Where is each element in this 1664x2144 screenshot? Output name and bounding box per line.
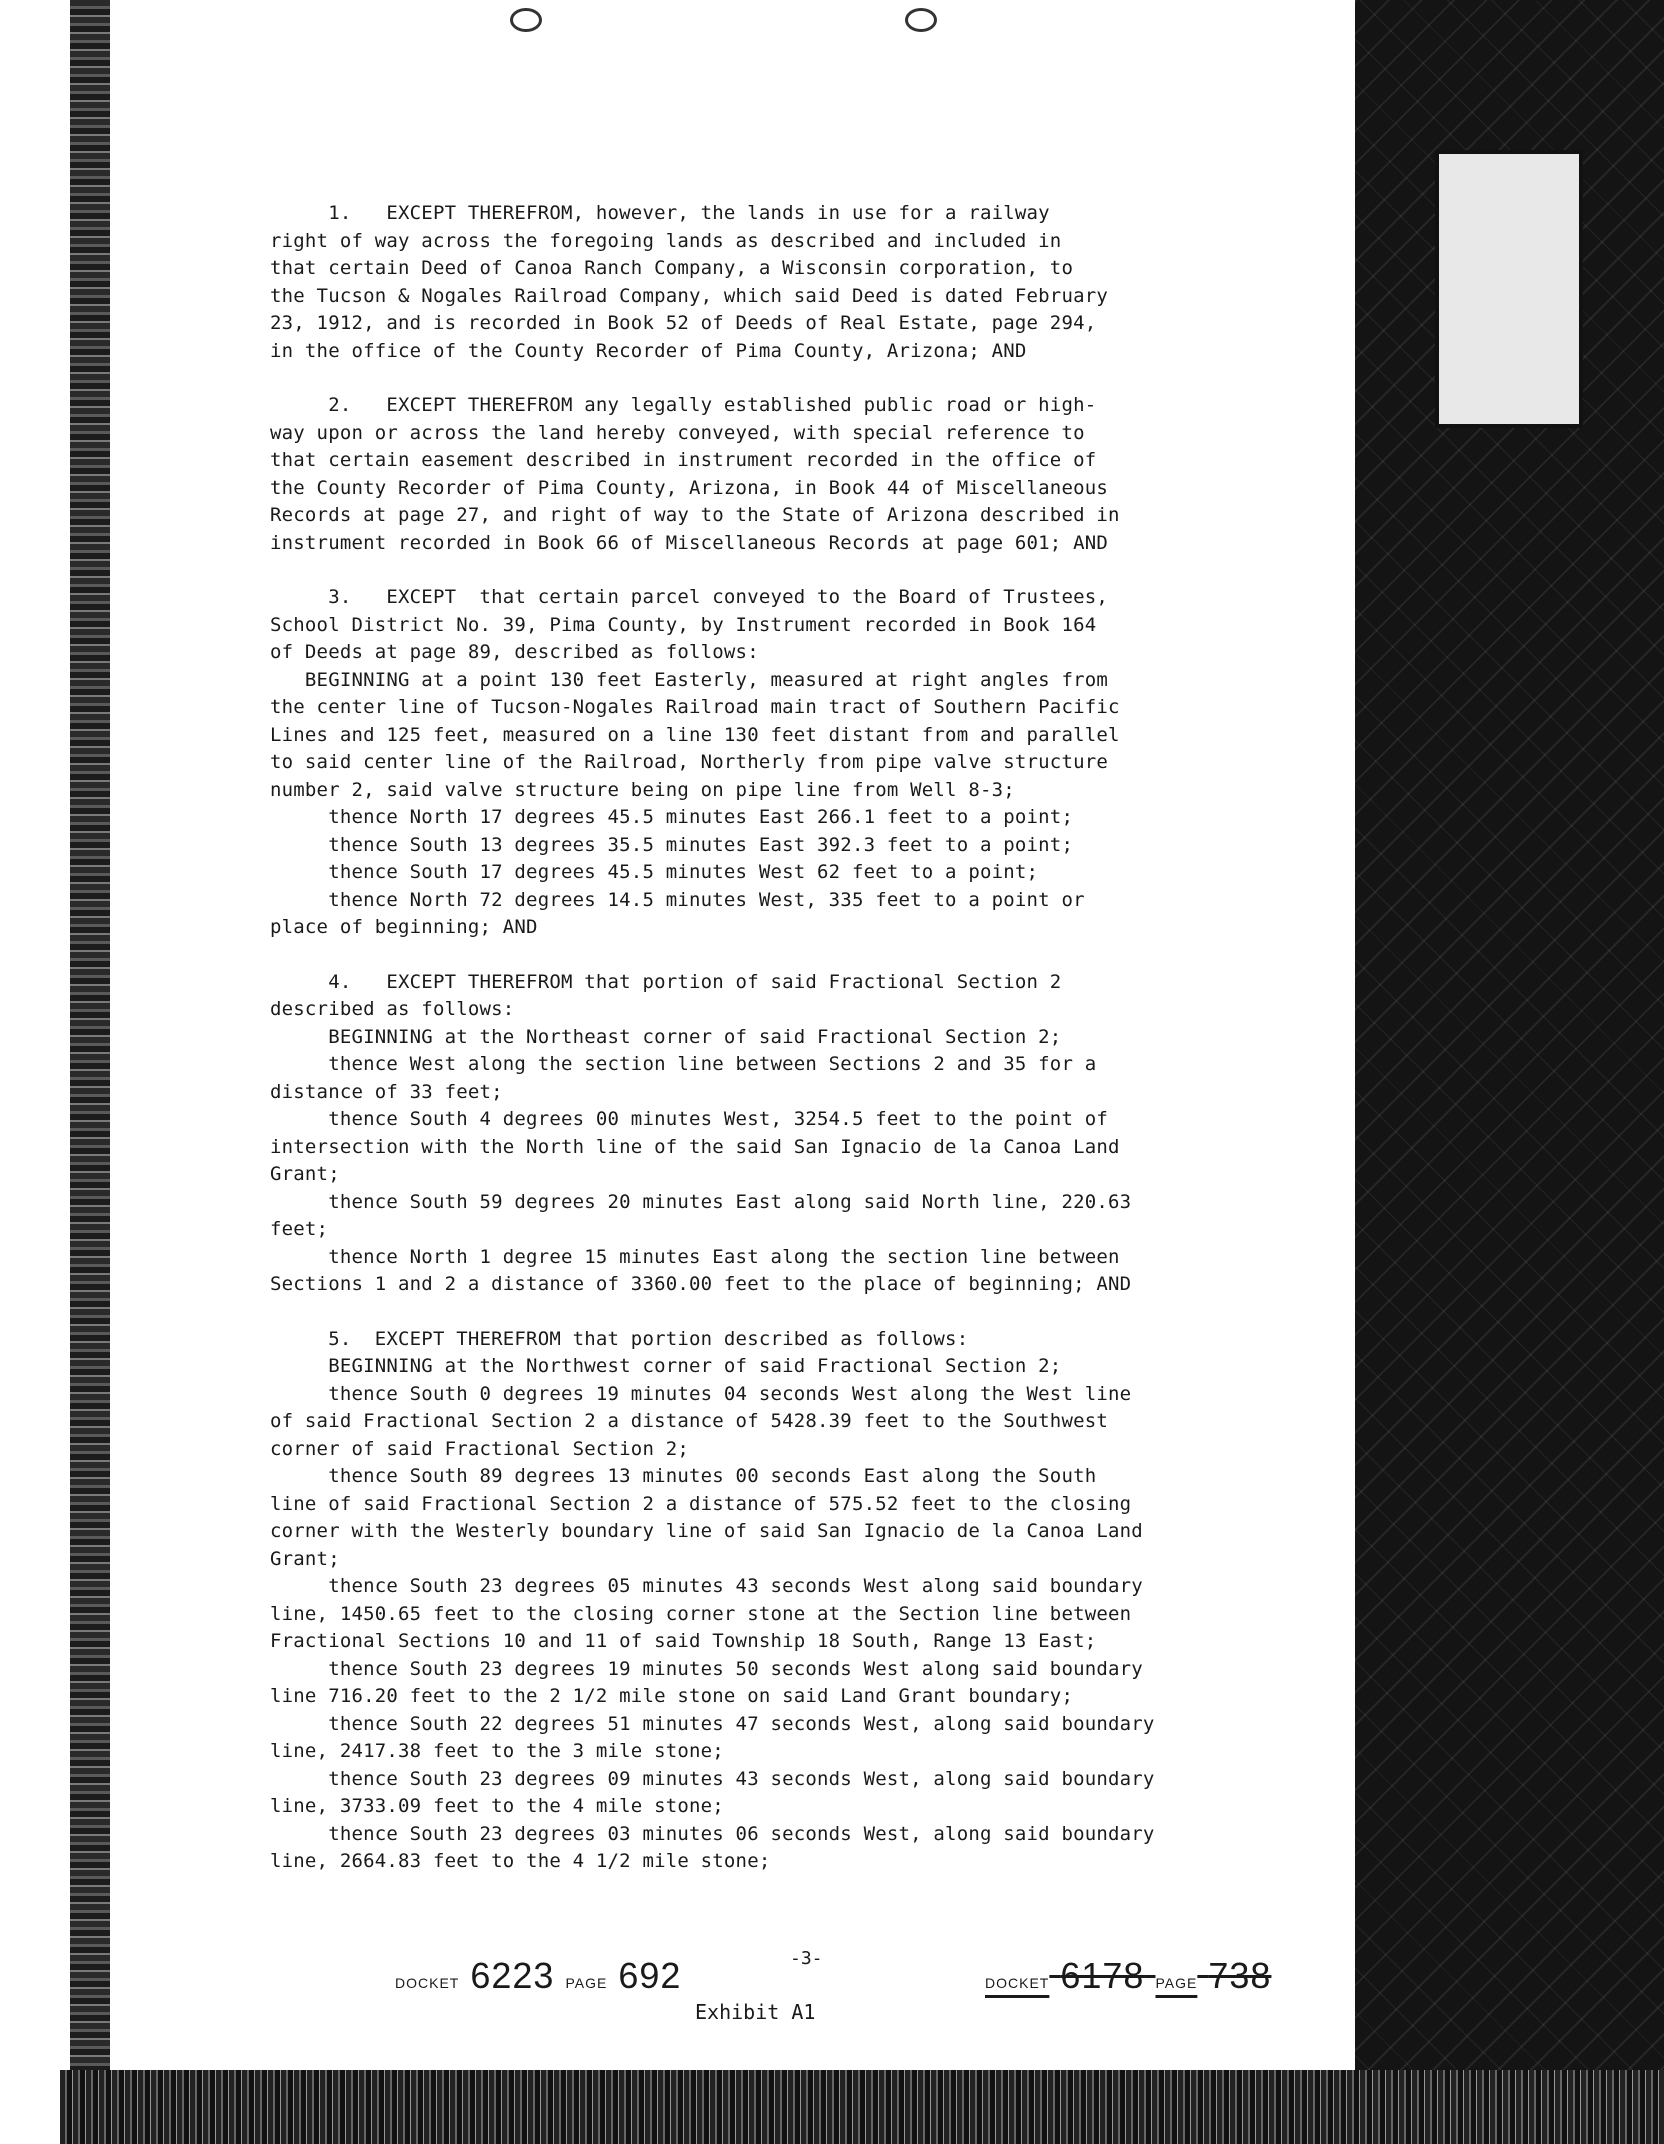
document-body: [270, 200, 1360, 1903]
text-line: thence South 0 degrees 19 minutes 04 seconds West along the West line: [270, 1382, 1132, 1405]
text-line: thence South 23 degrees 19 minutes 50 seconds West along said boundary: [270, 1657, 1143, 1680]
text-line: right of way across the foregoing lands as described and included in: [270, 229, 1062, 252]
text-line: line of said Fractional Section 2 a distance of 575.52 feet to the closing: [270, 1492, 1132, 1515]
text-line: 23, 1912, and is recorded in Book 52 of Deeds of Real Estate, page 294,: [270, 312, 1097, 334]
docket-number: 6178: [1060, 1955, 1145, 1996]
text-line: Lines and 125 feet, measured on a line 130 feet distant from and parallel: [270, 723, 1120, 746]
text-line: Grant;: [270, 1547, 340, 1570]
text-line: 3. EXCEPT that certain parcel conveyed to the Board of Trustees,: [270, 586, 1109, 608]
text-line: corner of said Fractional Section 2;: [270, 1437, 690, 1460]
text-line: Records at page 27, and right of way to the State of Arizona described in: [270, 504, 1120, 526]
page-number: -3-: [790, 1948, 823, 1969]
text-line: instrument recorded in Book 66 of Miscellaneous Records at page 601; AND: [270, 531, 1109, 554]
text-line: line, 3733.09 feet to the 4 mile stone;: [270, 1795, 724, 1817]
text-line: 1. EXCEPT THEREFROM, however, the lands in use for a railway: [270, 202, 1050, 224]
text-line: line, 2664.83 feet to the 4 1/2 mile stone;: [270, 1850, 771, 1872]
docket-stamp-prior: [985, 1955, 1271, 1997]
text-line: thence South 89 degrees 13 minutes 00 seconds East along the South: [270, 1465, 1097, 1487]
text-line: Sections 1 and 2 a distance of 3360.00 feet to the place of beginning; AND: [270, 1273, 1132, 1295]
text-line: thence North 72 degrees 14.5 minutes West, 335 feet to a point or: [270, 888, 1085, 911]
text-line: intersection with the North line of the said San Ignacio de la Canoa Land: [270, 1135, 1120, 1158]
docket-stamp-current: [395, 1955, 681, 1997]
page-prefix: PAGE: [565, 1975, 608, 1991]
text-line: thence South 13 degrees 35.5 minutes East 392.3 feet to a point;: [270, 833, 1074, 856]
page-number-stamp: 738: [1208, 1955, 1272, 1996]
exhibit-label: Exhibit A1: [695, 2000, 816, 2024]
scan-bottom-edge: [60, 2070, 1664, 2144]
text-line: described as follows:: [270, 998, 515, 1020]
text-line: line 716.20 feet to the 2 1/2 mile stone on said Land Grant boundary;: [270, 1685, 1074, 1707]
docket-prefix: DOCKET: [985, 1975, 1050, 1991]
text-line: thence South 17 degrees 45.5 minutes West 62 feet to a point;: [270, 861, 1039, 883]
text-line: place of beginning; AND: [270, 916, 538, 938]
text-line: thence North 1 degree 15 minutes East along the section line between: [270, 1245, 1120, 1268]
text-line: thence South 23 degrees 05 minutes 43 seconds West along said boundary: [270, 1575, 1143, 1597]
paragraph-3: [270, 584, 1360, 942]
scan-right-edge: [1355, 0, 1664, 2144]
page-number-stamp: 692: [618, 1955, 682, 1996]
text-line: thence West along the section line between Sections 2 and 35 for a: [270, 1053, 1097, 1075]
scan-left-edge: [70, 0, 110, 2144]
docket-prefix: DOCKET: [395, 1975, 460, 1991]
text-line: BEGINNING at a point 130 feet Easterly, measured at right angles from: [270, 668, 1109, 691]
text-line: 5. EXCEPT THEREFROM that portion described as follows:: [270, 1327, 969, 1350]
text-line: thence South 23 degrees 09 minutes 43 seconds West, along said boundary: [270, 1767, 1155, 1790]
text-line: distance of 33 feet;: [270, 1080, 503, 1103]
text-line: feet;: [270, 1218, 329, 1240]
punch-mark-icon: [905, 8, 937, 32]
page-prefix: PAGE: [1155, 1975, 1198, 1991]
text-line: the center line of Tucson-Nogales Railroad main tract of Southern Pacific: [270, 696, 1120, 718]
text-line: the Tucson & Nogales Railroad Company, which said Deed is dated February: [270, 284, 1109, 307]
text-line: that certain easement described in instrument recorded in the office of: [270, 449, 1097, 471]
text-line: 4. EXCEPT THEREFROM that portion of said Fractional Section 2: [270, 970, 1062, 993]
text-line: in the office of the County Recorder of Pima County, Arizona; AND: [270, 339, 1027, 362]
paragraph-4: [270, 969, 1360, 1299]
text-line: BEGINNING at the Northwest corner of said Fractional Section 2;: [270, 1355, 1062, 1377]
text-line: to said center line of the Railroad, Northerly from pipe valve structure: [270, 751, 1109, 773]
text-line: of said Fractional Section 2 a distance of 5428.39 feet to the Southwest: [270, 1410, 1109, 1432]
text-line: way upon or across the land hereby conveyed, with special reference to: [270, 421, 1085, 444]
text-line: thence North 17 degrees 45.5 minutes East 266.1 feet to a point;: [270, 806, 1074, 828]
paragraph-5: [270, 1326, 1360, 1876]
text-line: BEGINNING at the Northeast corner of said Fractional Section 2;: [270, 1025, 1062, 1048]
text-line: line, 1450.65 feet to the closing corner stone at the Section line between: [270, 1602, 1132, 1625]
text-line: Grant;: [270, 1163, 340, 1185]
text-line: of Deeds at page 89, described as follows:: [270, 641, 759, 663]
text-line: number 2, said valve structure being on pipe line from Well 8-3;: [270, 778, 1015, 801]
text-line: School District No. 39, Pima County, by Instrument recorded in Book 164: [270, 613, 1097, 636]
text-line: thence South 59 degrees 20 minutes East along said North line, 220.63: [270, 1190, 1132, 1213]
text-line: that certain Deed of Canoa Ranch Company, a Wisconsin corporation, to: [270, 257, 1074, 279]
paragraph-1: [270, 200, 1360, 365]
text-line: thence South 4 degrees 00 minutes West, 3254.5 feet to the point of: [270, 1108, 1109, 1130]
text-line: line, 2417.38 feet to the 3 mile stone;: [270, 1740, 724, 1762]
scan-edge-label: [1435, 150, 1583, 428]
paragraph-2: [270, 392, 1360, 557]
text-line: thence South 23 degrees 03 minutes 06 seconds West, along said boundary: [270, 1822, 1155, 1845]
text-line: 2. EXCEPT THEREFROM any legally established public road or high-: [270, 394, 1097, 416]
text-line: Fractional Sections 10 and 11 of said Township 18 South, Range 13 East;: [270, 1630, 1097, 1652]
text-line: corner with the Westerly boundary line of said San Ignacio de la Canoa Land: [270, 1520, 1143, 1542]
punch-mark-icon: [510, 8, 542, 32]
text-line: the County Recorder of Pima County, Arizona, in Book 44 of Miscellaneous: [270, 476, 1109, 499]
docket-number: 6223: [470, 1955, 555, 1996]
text-line: thence South 22 degrees 51 minutes 47 seconds West, along said boundary: [270, 1712, 1155, 1735]
